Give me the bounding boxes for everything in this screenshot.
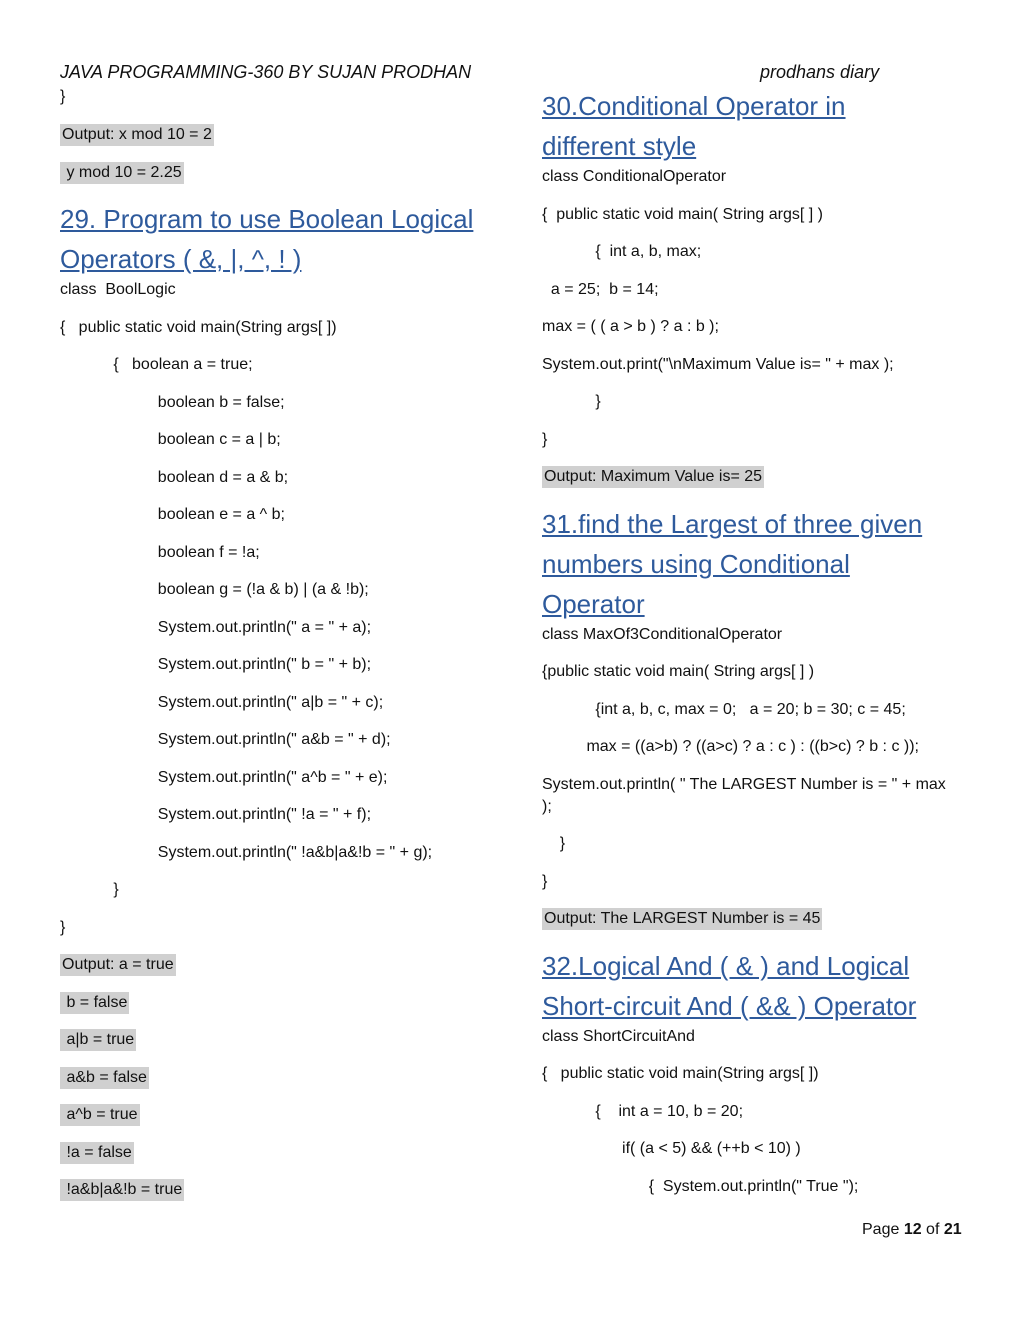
heading-line: 32.Logical And ( & ) and Logical (542, 950, 910, 981)
code-line: { public static void main(String args[ ]) (60, 318, 337, 336)
heading-line: numbers using Conditional (542, 548, 850, 579)
output-line (60, 1142, 500, 1164)
output-text: a^b = true (60, 1104, 140, 1126)
code-line: boolean c = a | b; (60, 431, 281, 448)
output-text: Output: The LARGEST Number is = 45 (542, 908, 822, 930)
section-heading-31 (542, 504, 972, 624)
code-line: class BoolLogic (60, 281, 176, 298)
code-line: boolean e = a ^ b; (60, 506, 285, 523)
heading-line: 30.Conditional Operator in (542, 91, 846, 121)
code-line: {int a, b, c, max = 0; a = 20; b = 30; c = 45; (542, 700, 906, 718)
right-column (542, 86, 972, 1213)
code-line: System.out.println(" a = " + a); (60, 618, 372, 636)
code-line: System.out.println(" b = " + b); (60, 656, 372, 673)
heading-line: Operators ( &, |, ^, ! ) (60, 244, 302, 274)
page-number: 12 (903, 1221, 922, 1238)
heading-line: different style (542, 131, 697, 161)
code-line: a = 25; b = 14; (542, 280, 659, 298)
output-text: y mod 10 = 2.25 (60, 162, 184, 184)
code-line: class ShortCircuitAnd (542, 1027, 695, 1045)
code-line: } (542, 430, 548, 448)
code-line: } (60, 881, 119, 898)
code-line: System.out.println(" !a&b|a&!b = " + g); (60, 843, 433, 861)
code-line: class MaxOf3ConditionalOperator (542, 625, 783, 643)
section-heading-30 (542, 86, 972, 166)
output-text: Output: Maximum Value is= 25 (542, 466, 764, 488)
header-left: JAVA PROGRAMMING-360 BY SUJAN PRODHAN (60, 62, 472, 82)
output-line (60, 954, 500, 976)
output-line (60, 1104, 500, 1126)
header-right: prodhans diary (760, 62, 880, 82)
footer-prefix: Page (862, 1221, 904, 1238)
output-line (542, 908, 972, 930)
code-line: } (542, 872, 548, 890)
code-line: class ConditionalOperator (542, 168, 727, 185)
code-line: boolean g = (!a & b) | (a & !b); (60, 581, 369, 598)
output-line (542, 466, 972, 488)
code-line: if( (a < 5) && (++b < 10) ) (542, 1140, 801, 1157)
code-line: boolean b = false; (60, 393, 285, 411)
code-line: } (542, 393, 601, 410)
code-line: } (60, 918, 66, 936)
code-line: { public static void main( String args[ ] ) (542, 205, 823, 223)
code-line: System.out.println(" !a = " + f); (60, 806, 372, 823)
code-line: { System.out.println(" True "); (542, 1177, 859, 1195)
output-text: a&b = false (60, 1067, 149, 1089)
code-line: max = ((a>b) ? ((a>c) ? a : c ) : ((b>c) ? b : c )); (542, 738, 919, 755)
code-line: { boolean a = true; (60, 356, 253, 373)
code-line: boolean d = a & b; (60, 468, 289, 486)
output-text: !a = false (60, 1142, 134, 1164)
code-line: System.out.print("\nMaximum Value is= " + max ); (542, 355, 894, 373)
code-line: { public static void main(String args[ ]) (542, 1065, 819, 1082)
code-line: ); (542, 797, 552, 815)
section-heading-32 (542, 946, 972, 1026)
code-line: {public static void main( String args[ ] ) (542, 663, 815, 680)
output-text: b = false (60, 992, 129, 1014)
code-line: System.out.println(" a^b = " + e); (60, 768, 388, 786)
output-line (60, 992, 500, 1014)
output-text: Output: x mod 10 = 2 (60, 124, 214, 146)
heading-line: Short-circuit And ( && ) Operator (542, 990, 917, 1021)
output-line (60, 162, 500, 184)
footer-of: of (921, 1221, 944, 1238)
heading-line: 29. Program to use Boolean Logical (60, 204, 474, 234)
heading-line: Operator (542, 588, 645, 619)
code-line: { int a = 10, b = 20; (542, 1102, 744, 1120)
output-line (60, 124, 500, 146)
output-text: !a&b|a&!b = true (60, 1179, 184, 1201)
code-line: System.out.println( " The LARGEST Number is = " + max (542, 775, 946, 793)
heading-line: 31.find the Largest of three given (542, 508, 923, 539)
output-line (60, 1067, 500, 1089)
code-line: System.out.println(" a|b = " + c); (60, 693, 384, 711)
output-line (60, 1029, 500, 1051)
section-heading-29 (60, 199, 500, 279)
left-column (60, 86, 500, 1217)
page-footer (862, 1221, 962, 1239)
closing-brace: } (60, 88, 66, 105)
output-text: a|b = true (60, 1029, 136, 1051)
code-line: } (542, 835, 566, 852)
code-line: max = ( ( a > b ) ? a : b ); (542, 318, 719, 335)
page-total: 21 (943, 1221, 962, 1238)
code-line: boolean f = !a; (60, 543, 260, 561)
code-line: System.out.println(" a&b = " + d); (60, 731, 391, 748)
code-line: { int a, b, max; (542, 243, 702, 260)
output-line (60, 1179, 500, 1201)
wrapped-code-line (542, 774, 972, 818)
output-text: Output: a = true (60, 954, 176, 976)
